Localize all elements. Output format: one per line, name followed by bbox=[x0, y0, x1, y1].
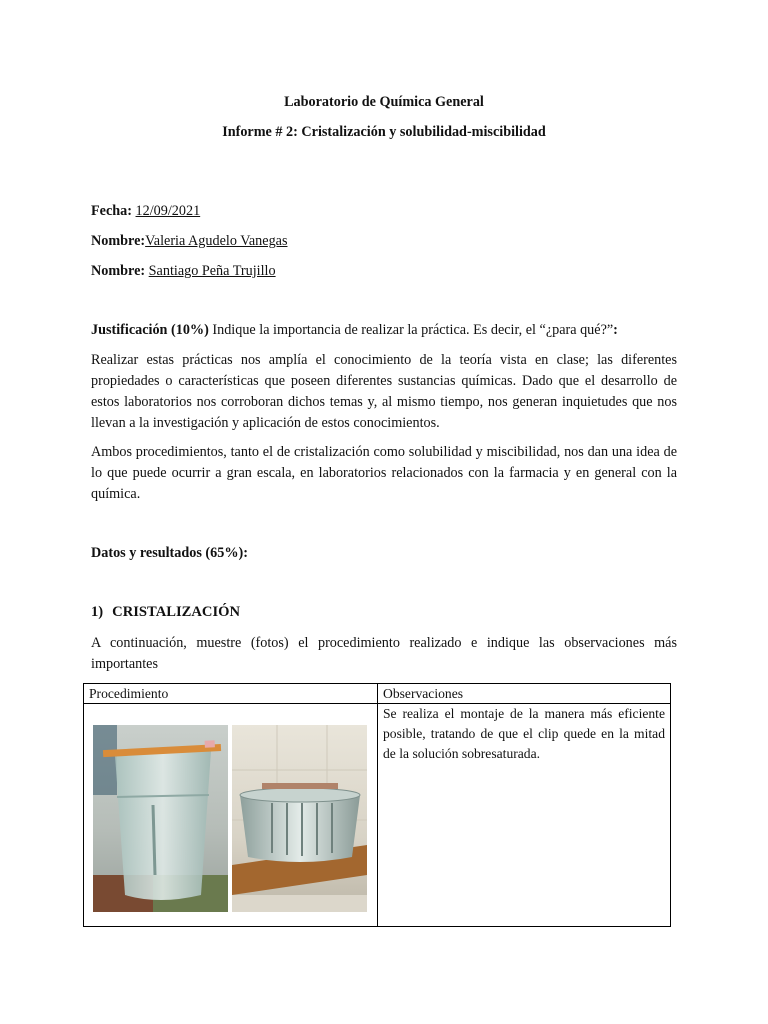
justificacion-label: Justificación (10%) bbox=[91, 322, 209, 338]
table-row bbox=[84, 704, 671, 927]
photos-container bbox=[89, 704, 372, 926]
section-heading-cristalizacion bbox=[91, 604, 240, 621]
photo-glass-with-pencil bbox=[93, 725, 228, 912]
fecha-label: Fecha: bbox=[91, 203, 132, 219]
justificacion-colon: : bbox=[613, 322, 618, 338]
nombre-line-2 bbox=[91, 263, 276, 280]
section-title: CRISTALIZACIÓN bbox=[112, 604, 241, 620]
nombre-line-1 bbox=[91, 233, 287, 250]
fecha-value: 12/09/2021 bbox=[135, 203, 201, 219]
nombre-value-2: Santiago Peña Trujillo bbox=[148, 263, 276, 279]
observaciones-cell bbox=[378, 704, 671, 927]
nombre-value-1: Valeria Agudelo Vanegas bbox=[145, 233, 288, 249]
table-header-observaciones: Observaciones bbox=[378, 684, 671, 704]
datos-heading: Datos y resultados (65%): bbox=[91, 545, 248, 561]
justificacion-paragraph-1: Realizar estas prácticas nos amplía el conocimiento de la teoría vista en clase; las diferentes propiedades o características que poseen diferentes sustancias químicas. Dado que el desarrollo de estos laboratorios nos corroboran dichos temas y, al mismo tiempo, nos generan inquietudes que nos llevan a la investigación y aplicación de estos conocimientos. bbox=[91, 352, 677, 431]
fecha-line bbox=[91, 203, 200, 220]
nombre-label-1: Nombre: bbox=[91, 233, 146, 249]
section-instructions: A continuación, muestre (fotos) el procedimiento realizado e indique las observaciones más importantes bbox=[91, 635, 677, 672]
justificacion-paragraph-2: Ambos procedimientos, tanto el de cristalización como solubilidad y miscibilidad, nos dan una idea de lo que puede ocurrir a gran escala, en laboratorios relacionados con la farmacia y en general con la química. bbox=[91, 444, 677, 502]
nombre-label-2: Nombre: bbox=[91, 263, 146, 279]
justificacion-line bbox=[91, 322, 618, 339]
procedimiento-cell bbox=[84, 704, 378, 927]
table-header-procedimiento: Procedimiento bbox=[84, 684, 378, 704]
observation-text: Se realiza el montaje de la manera más eficiente posible, tratando de que el clip quede en la mitad de la solución sobresaturada. bbox=[383, 706, 665, 761]
section-number: 1) bbox=[91, 604, 104, 620]
photo-bowl-setup bbox=[232, 725, 367, 912]
table-header-row bbox=[84, 684, 671, 704]
justificacion-prompt: Indique la importancia de realizar la práctica. Es decir, el “¿para qué?” bbox=[208, 322, 614, 338]
document-subtitle: Informe # 2: Cristalización y solubilidad-miscibilidad bbox=[222, 124, 546, 140]
document-title: Laboratorio de Química General bbox=[284, 94, 484, 110]
results-table bbox=[83, 683, 671, 927]
